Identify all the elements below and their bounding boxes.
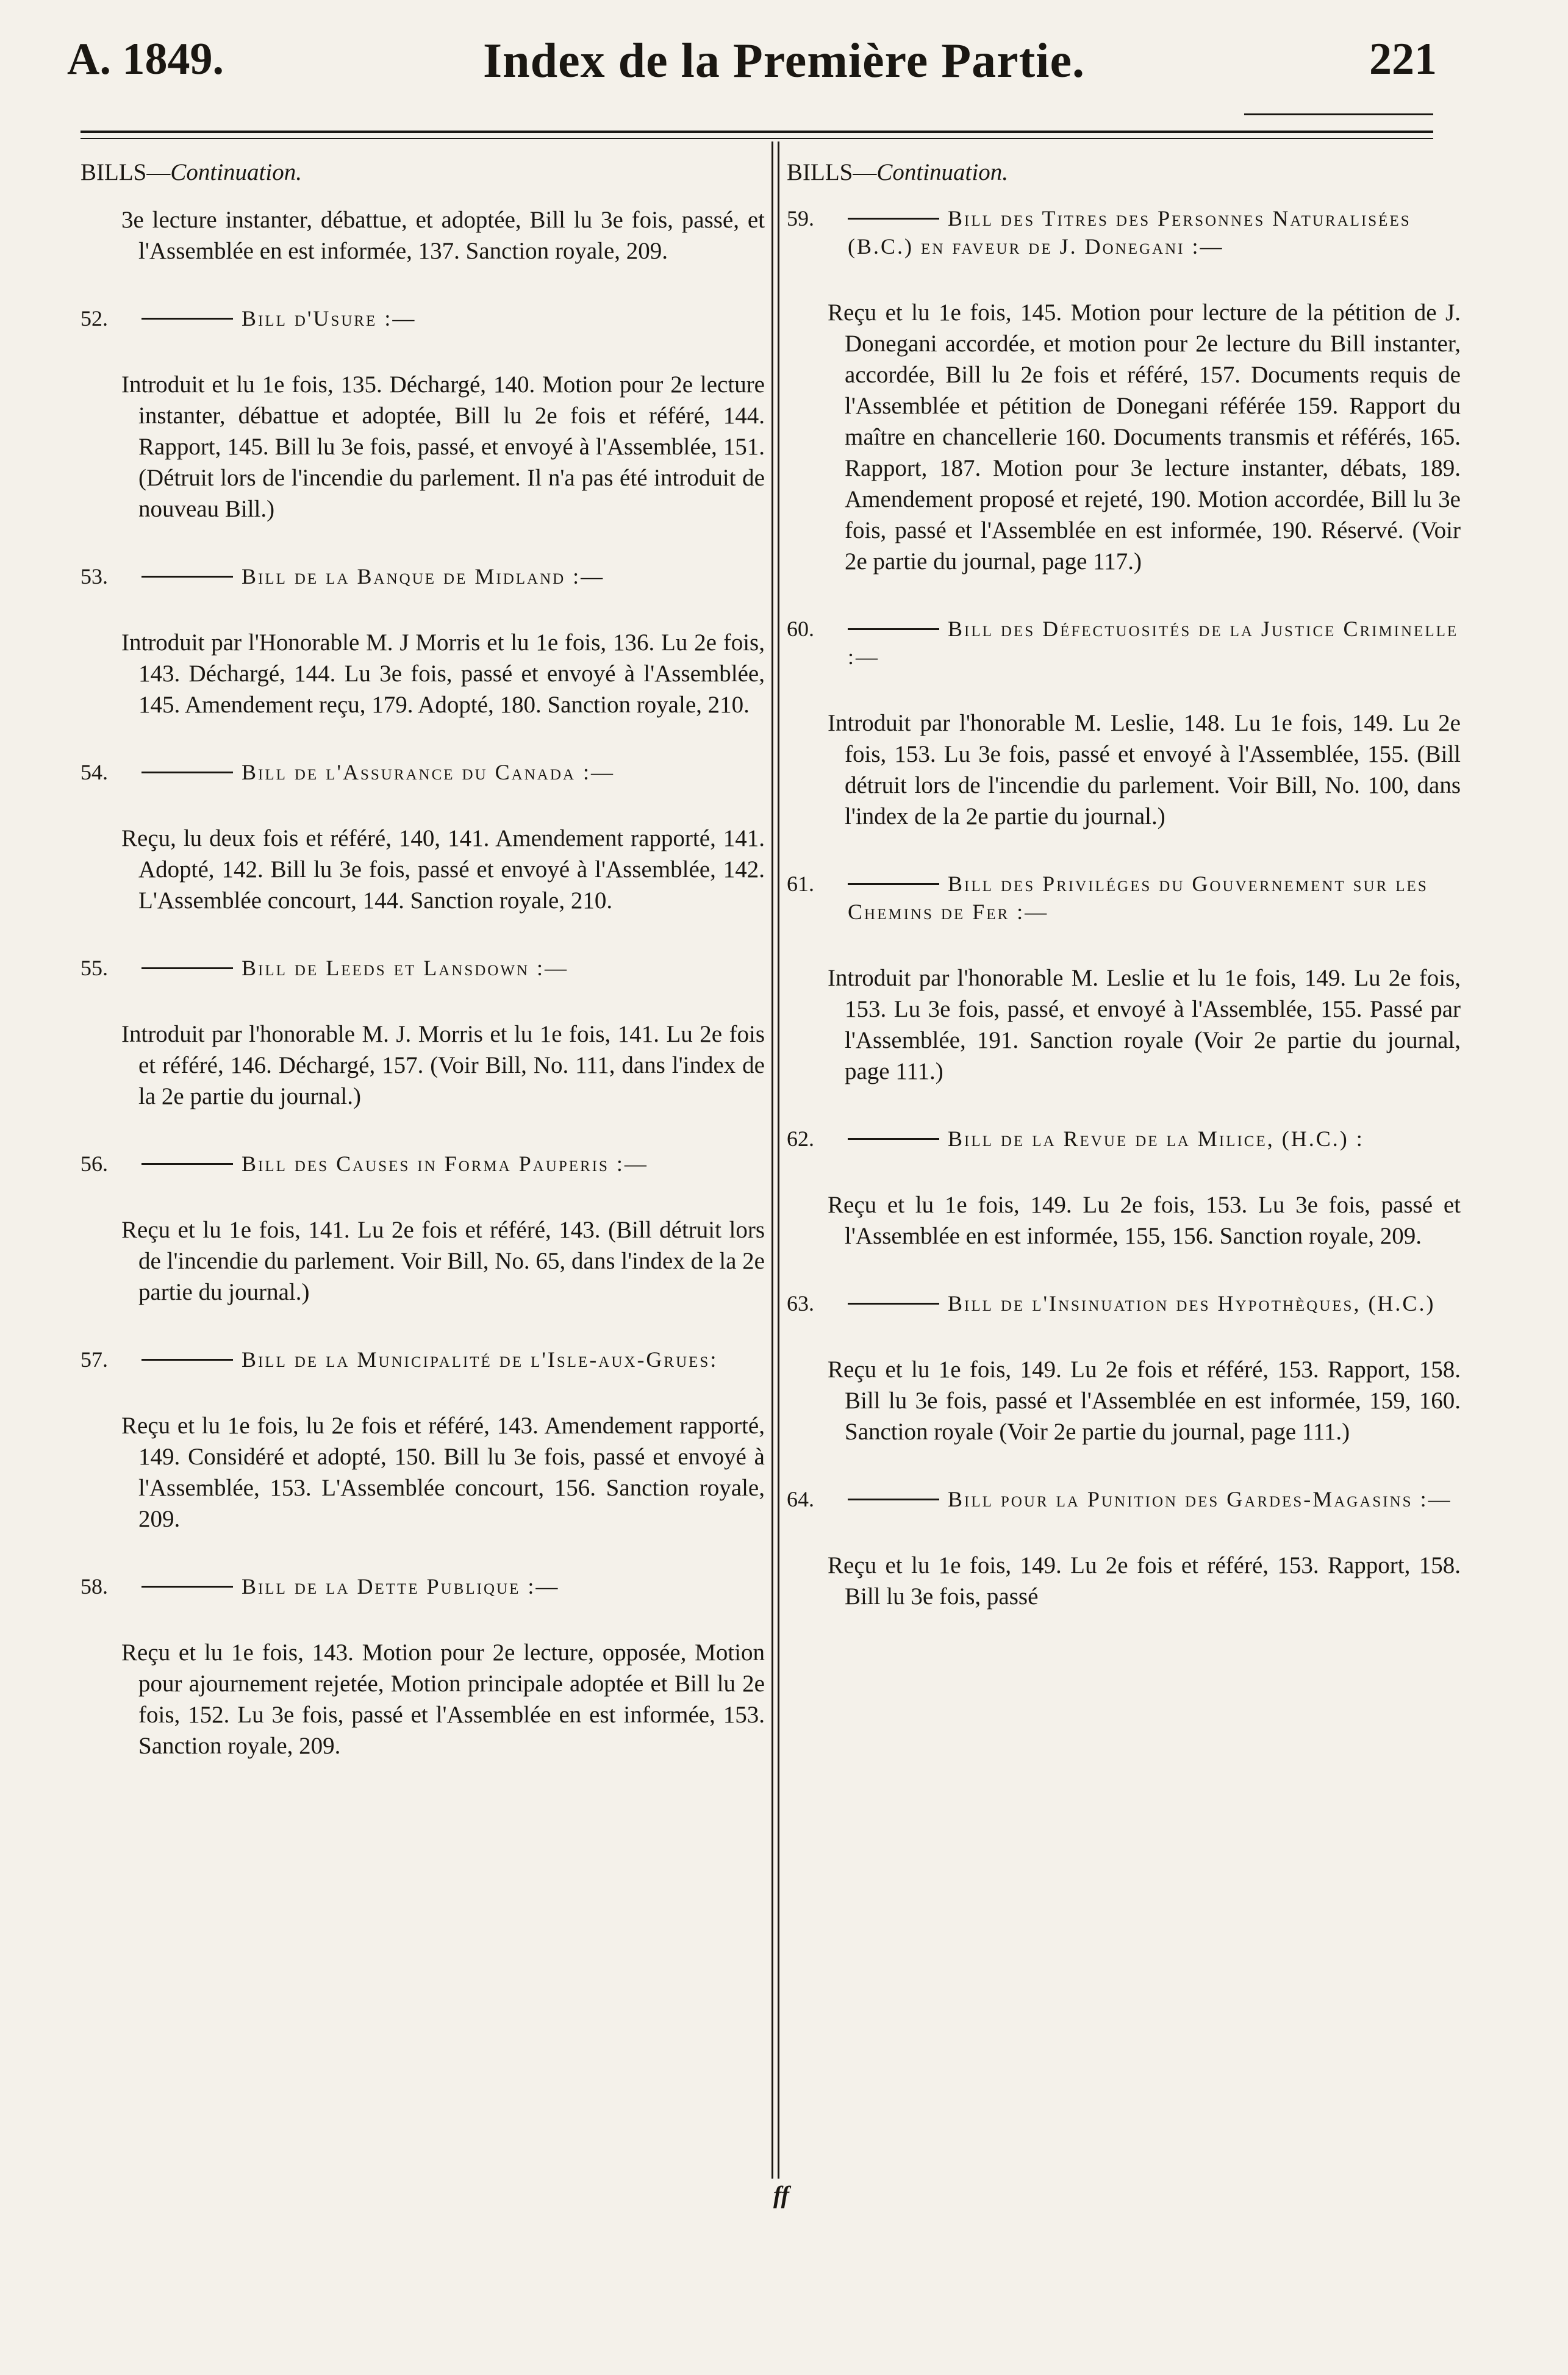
continued-entry [81,204,765,267]
entry-title: Bill de la Dette Publique :— [242,1574,560,1599]
entry-number: 61. [787,872,814,896]
bill-entry-58 [81,1572,765,1761]
right-column [787,159,1461,2183]
header-rule-top [81,131,1433,133]
entry-number: 59. [787,206,814,231]
entry-body: Reçu et lu 1e fois, lu 2e fois et référé, 143. Amendement rapporté, 149. Considéré et adopté, 150. Bill lu 3e fois, passé et envoyé à l'Assemblée, 153. L'Assemblée concourt, 156. Sanction royale, 209. [121,1413,765,1532]
entry-body: Introduit par l'Honorable M. J Morris et lu 1e fois, 136. Lu 2e fois, 143. Déchargé, 144. Lu 3e fois, passé et envoyé à l'Assemblée, 145. Amendement reçu, 179. Adopté, 180. Sanction royale, 210. [121,629,765,718]
entry-body: Introduit par l'honorable M. J. Morris et lu 1e fois, 141. Lu 2e fois et référé, 146. Déchargé, 157. (Voir Bill, No. 111, dans l'index de la 2e partie du journal.) [121,1021,765,1109]
continuation-heading: BILLS—Continuation. [787,159,1008,185]
header-rule-bottom [81,138,1433,139]
entry-title: Bill de l'Insinuation des Hypothèques, (H.C.) [948,1291,1436,1316]
page-number: 221 [1369,34,1437,84]
entry-body: Introduit et lu 1e fois, 135. Déchargé, 140. Motion pour 2e lecture instanter, débattue et adoptée, Bill lu 2e fois et référé, 144. Rapport, 145. Bill lu 3e fois, passé, et envoyé à l'Assemblée, 151. (Détruit lors de l'incendie du parlement. Il n'a pas été introduit de nouveau Bill.) [121,371,765,522]
entry-number: 60. [787,617,814,641]
entry-title: Bill des Priviléges du Gouvernement sur les Chemins de Fer :— [848,872,1428,924]
column-divider-left [771,141,773,2179]
entry-body: Introduit par l'honorable M. Leslie et lu 1e fois, 149. Lu 2e fois, 153. Lu 3e fois, passé, et envoyé à l'Assemblée, 155. Passé par l'Assemblée, 191. Sanction royale (Voir 2e partie du journal, page 111.) [828,965,1461,1084]
entry-title: Bill de la Revue de la Milice, (H.C.) : [948,1127,1364,1151]
entry-number: 52. [81,306,108,331]
column-divider-right [778,141,779,2179]
entry-number: 57. [81,1347,108,1372]
entry-title: Bill des Titres des Personnes Naturalisées (B.C.) en faveur de J. Donegani :— [848,206,1411,259]
entry-number: 56. [81,1152,108,1176]
bill-entry-56 [81,1150,765,1308]
entry-number: 54. [81,760,108,784]
entry-number: 63. [787,1291,814,1316]
continuation-heading: BILLS—Continuation. [81,159,302,185]
bill-entry-55 [81,954,765,1112]
entry-body: Reçu et lu 1e fois, 149. Lu 2e fois et référé, 153. Rapport, 158. Bill lu 3e fois, passé et l'Assemblée en est informée, 159, 160. Sanction royale (Voir 2e partie du journal, page 111.) [828,1356,1461,1445]
entry-body: 3e lecture instanter, débattue, et adoptée, Bill lu 3e fois, passé, et l'Assemblée en est informée, 137. Sanction royale, 209. [121,207,765,264]
entry-title: Bill des Défectuosités de la Justice Criminelle :— [848,617,1459,669]
entry-body: Reçu et lu 1e fois, 145. Motion pour lecture de la pétition de J. Donegani accordée, et motion pour 2e lecture du Bill instanter, accordée, Bill lu 2e fois et référé, 157. Documents requis de l'Assemblée et pétition de Donegani référée 159. Rapport du maître en chancellerie 160. Documents transmis et référés, 165. Rapport, 187. Motion pour 3e lecture instanter, débats, 189. Amendement proposé et rejeté, 190. Motion accordée, Bill lu 3e fois, passé et l'Assemblée en est informée, 190. Réservé. (Voir 2e partie du journal, page 117.) [828,299,1461,575]
entry-number: 55. [81,956,108,980]
entry-title: Bill d'Usure :— [242,306,417,331]
signature-mark: ff [773,2181,789,2208]
entry-number: 64. [787,1487,814,1511]
entry-body: Reçu et lu 1e fois, 141. Lu 2e fois et référé, 143. (Bill détruit lors de l'incendie du parlement. Voir Bill, No. 65, dans l'index de la 2e partie du journal.) [121,1217,765,1305]
bill-entry-60 [787,615,1461,832]
entry-title: Bill des Causes in Forma Pauperis :— [242,1152,648,1176]
entry-title: Bill de l'Assurance du Canada :— [242,760,615,784]
page-title: Index de la Première Partie. [483,34,1085,88]
entry-body: Reçu, lu deux fois et référé, 140, 141. Amendement rapporté, 141. Adopté, 142. Bill lu 3e fois, passé et envoyé à l'Assemblée, 142. L'Assemblée concourt, 144. Sanction royale, 210. [121,825,765,914]
bill-entry-52 [81,304,765,525]
entry-body: Reçu et lu 1e fois, 143. Motion pour 2e lecture, opposée, Motion pour ajournement rejetée, Motion principale adoptée et Bill lu 2e fois, 152. Lu 3e fois, passé et l'Assemblée en est informée, 153. Sanction royale, 209. [121,1639,765,1759]
bill-entry-61 [787,870,1461,1087]
bill-entry-63 [787,1289,1461,1447]
bill-entry-54 [81,758,765,916]
header-year: A. 1849. [67,34,224,84]
bill-entry-59 [787,204,1461,577]
entry-body: Reçu et lu 1e fois, 149. Lu 2e fois, 153. Lu 3e fois, passé et l'Assemblée en est informée, 155, 156. Sanction royale, 209. [828,1192,1461,1249]
entry-body: Introduit par l'honorable M. Leslie, 148. Lu 1e fois, 149. Lu 2e fois, 153. Lu 3e fois, passé et envoyé à l'Assemblée, 155. (Bill détruit lors de l'incendie du parlement. Voir Bill, No. 100, dans l'index de la 2e partie du journal.) [828,710,1461,829]
bill-entry-64 [787,1485,1461,1612]
bill-entry-62 [787,1125,1461,1252]
entry-title: Bill de la Banque de Midland :— [242,564,605,589]
entry-title: Bill de la Municipalité de l'Isle-aux-Grues: [242,1347,718,1372]
entry-body: Reçu et lu 1e fois, 149. Lu 2e fois et référé, 153. Rapport, 158. Bill lu 3e fois, passé [828,1552,1461,1610]
entry-number: 58. [81,1574,108,1599]
left-column [81,159,765,2183]
entry-number: 62. [787,1127,814,1151]
bill-entry-53 [81,562,765,720]
bill-entry-57 [81,1345,765,1535]
entry-title: Bill pour la Punition des Gardes-Magasins :— [948,1487,1452,1511]
entry-number: 53. [81,564,108,589]
entry-title: Bill de Leeds et Lansdown :— [242,956,568,980]
header-rule-right-accent [1244,113,1433,115]
